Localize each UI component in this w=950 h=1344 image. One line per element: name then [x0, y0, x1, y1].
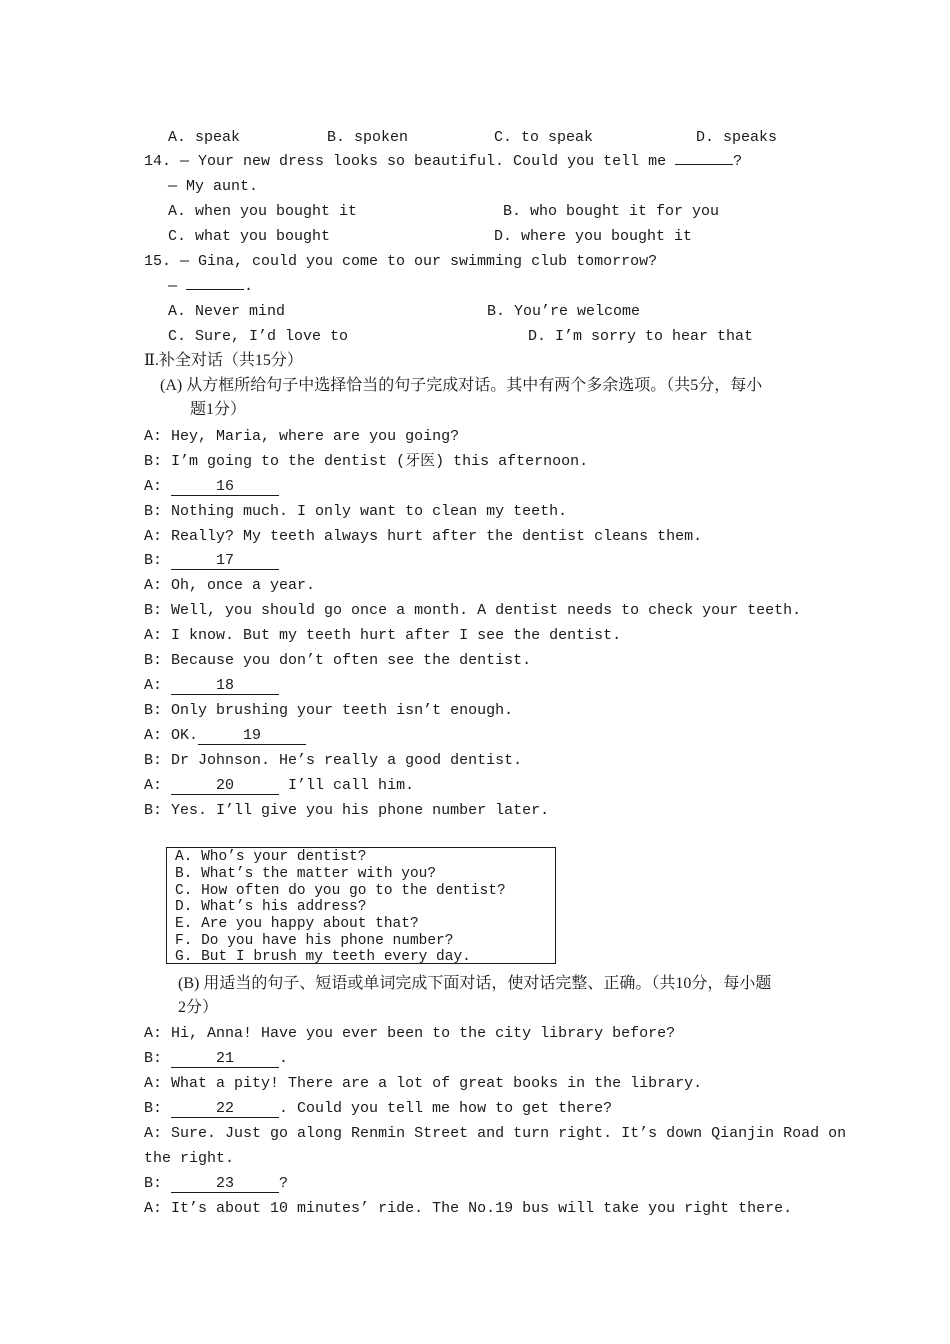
box-option-f: F. Do you have his phone number? [175, 933, 454, 949]
options-box [166, 847, 556, 964]
dialogueA-line [144, 777, 414, 795]
q15-option-a: A. Never mind [168, 303, 286, 320]
blank-17: 17 [171, 553, 279, 570]
dialogueB-line [144, 1125, 846, 1143]
dialogueA-line [144, 503, 567, 521]
line-text: Yes. I’ll give you his phone number later. [171, 802, 550, 819]
line-text: I’m going to the dentist (牙医) this afternoon. [171, 453, 589, 470]
dialogueB-line [144, 1175, 288, 1193]
q14-stem-text: 14. — Your new dress looks so beautiful. Could you tell me [144, 153, 667, 170]
line-text: What a pity! There are a lot of great books in the library. [171, 1075, 703, 1092]
dialogueA-line [144, 453, 588, 471]
speaker: A: [144, 1025, 163, 1042]
speaker: A: [144, 1125, 163, 1142]
dialogueA-line [144, 727, 306, 745]
line-text: I’ll call him. [288, 777, 415, 794]
line-text: It’s about 10 minutes’ ride. The No.19 bus will take you right there. [171, 1200, 793, 1217]
speaker: A: [144, 1200, 163, 1217]
dialogueA-line [144, 552, 279, 570]
speaker: A: [144, 577, 163, 594]
q14-reply: — My aunt. [168, 178, 259, 195]
line-text: Oh, once a year. [171, 577, 316, 594]
speaker: A: [144, 428, 163, 445]
speaker: A: [144, 528, 163, 545]
line-text: Really? My teeth always hurt after the dentist cleans them. [171, 528, 703, 545]
blank-18: 18 [171, 678, 279, 695]
partA-instruction-line1: (A) 从方框所给句子中选择恰当的句子完成对话。其中有两个多余选项。（共5分，每小 [160, 377, 763, 394]
dialogueB-line [144, 1150, 234, 1168]
line-text: Hi, Anna! Have you ever been to the city library before? [171, 1025, 676, 1042]
speaker: A: [144, 627, 163, 644]
q14-option-b: B. who bought it for you [503, 203, 720, 220]
dialogueB-line [144, 1075, 702, 1093]
box-option-b: B. What’s the matter with you? [175, 866, 437, 882]
box-option-e: E. Are you happy about that? [175, 916, 419, 932]
blank-19: 19 [198, 728, 306, 745]
dialogueA-line [144, 652, 531, 670]
dialogueA-line [144, 752, 522, 770]
q15-blank [186, 289, 244, 290]
line-text: Only brushing your teeth isn’t enough. [171, 702, 514, 719]
speaker: B: [144, 1100, 163, 1117]
dialogueA-line [144, 627, 621, 645]
partB-instruction-line1: (B) 用适当的句子、短语或单词完成下面对话，使对话完整、正确。（共10分，每小题 [178, 975, 772, 992]
q14-stem-end: ? [733, 153, 743, 170]
speaker: B: [144, 453, 163, 470]
partB-instruction-line2: 2分） [178, 999, 219, 1016]
q15-reply-end: . [244, 278, 254, 295]
dialogueA-line [144, 602, 801, 620]
line-text: Nothing much. I only want to clean my teeth. [171, 503, 568, 520]
line-text: ? [279, 1175, 289, 1192]
blank-23: 23 [171, 1176, 279, 1193]
box-option-a: A. Who’s your dentist? [175, 849, 367, 865]
line-text: Well, you should go once a month. A dentist needs to check your teeth. [171, 602, 802, 619]
speaker: B: [144, 602, 163, 619]
speaker: B: [144, 702, 163, 719]
speaker: B: [144, 1050, 163, 1067]
q15-reply-dash: — [168, 278, 178, 295]
blank-21: 21 [171, 1051, 279, 1068]
q14-option-c: C. what you bought [168, 228, 331, 245]
dialogueA-line [144, 528, 702, 546]
q13-option-a: A. speak [168, 129, 241, 146]
blank-20: 20 [171, 778, 279, 795]
partA-instruction-line2: 题1分） [190, 401, 247, 418]
dialogueB-line [144, 1100, 612, 1118]
q14-option-a: A. when you bought it [168, 203, 358, 220]
q15-option-d: D. I’m sorry to hear that [528, 328, 754, 345]
line-text: Sure. Just go along Renmin Street and turn right. It’s down Qianjin Road on [171, 1125, 847, 1142]
blank-22: 22 [171, 1101, 279, 1118]
speaker: B: [144, 503, 163, 520]
line-text: Hey, Maria, where are you going? [171, 428, 460, 445]
q15-stem: 15. — Gina, could you come to our swimming club tomorrow? [144, 253, 658, 270]
dialogueA-line [144, 677, 279, 695]
speaker: B: [144, 652, 163, 669]
q15-option-b: B. You’re welcome [487, 303, 641, 320]
speaker: A: [144, 478, 163, 495]
box-option-c: C. How often do you go to the dentist? [175, 883, 506, 899]
dialogueA-line [144, 428, 459, 446]
box-option-g: G. But I brush my teeth every day. [175, 949, 471, 965]
speaker: A: [144, 727, 163, 744]
dialogueB-line [144, 1200, 792, 1218]
speaker: B: [144, 1175, 163, 1192]
q15-option-c: C. Sure, I’d love to [168, 328, 349, 345]
box-option-d: D. What’s his address? [175, 899, 367, 915]
dialogueA-line [144, 702, 513, 720]
line-text: Dr Johnson. He’s really a good dentist. [171, 752, 523, 769]
line-text: OK. [171, 727, 199, 744]
q13-option-c: C. to speak [494, 129, 594, 146]
line-text: I know. But my teeth hurt after I see the dentist. [171, 627, 622, 644]
dialogueB-line [144, 1025, 675, 1043]
dialogueA-line [144, 802, 549, 820]
speaker: B: [144, 752, 163, 769]
q14-blank [675, 164, 733, 165]
q15-reply [168, 278, 253, 296]
section2-heading: Ⅱ.补全对话（共15分） [144, 352, 303, 369]
q14-stem [144, 153, 742, 171]
dialogueA-line [144, 577, 315, 595]
speaker: B: [144, 552, 163, 569]
speaker: A: [144, 1075, 163, 1092]
line-text: the right. [144, 1150, 235, 1167]
speaker: A: [144, 777, 163, 794]
dialogueA-line [144, 478, 279, 496]
speaker: B: [144, 802, 163, 819]
dialogueB-line [144, 1050, 288, 1068]
line-text: . Could you tell me how to get there? [279, 1100, 613, 1117]
q13-option-b: B. spoken [327, 129, 409, 146]
speaker: A: [144, 677, 163, 694]
q14-option-d: D. where you bought it [494, 228, 693, 245]
blank-16: 16 [171, 479, 279, 496]
q13-option-d: D. speaks [696, 129, 778, 146]
line-text: Because you don’t often see the dentist. [171, 652, 532, 669]
line-text: . [279, 1050, 289, 1067]
